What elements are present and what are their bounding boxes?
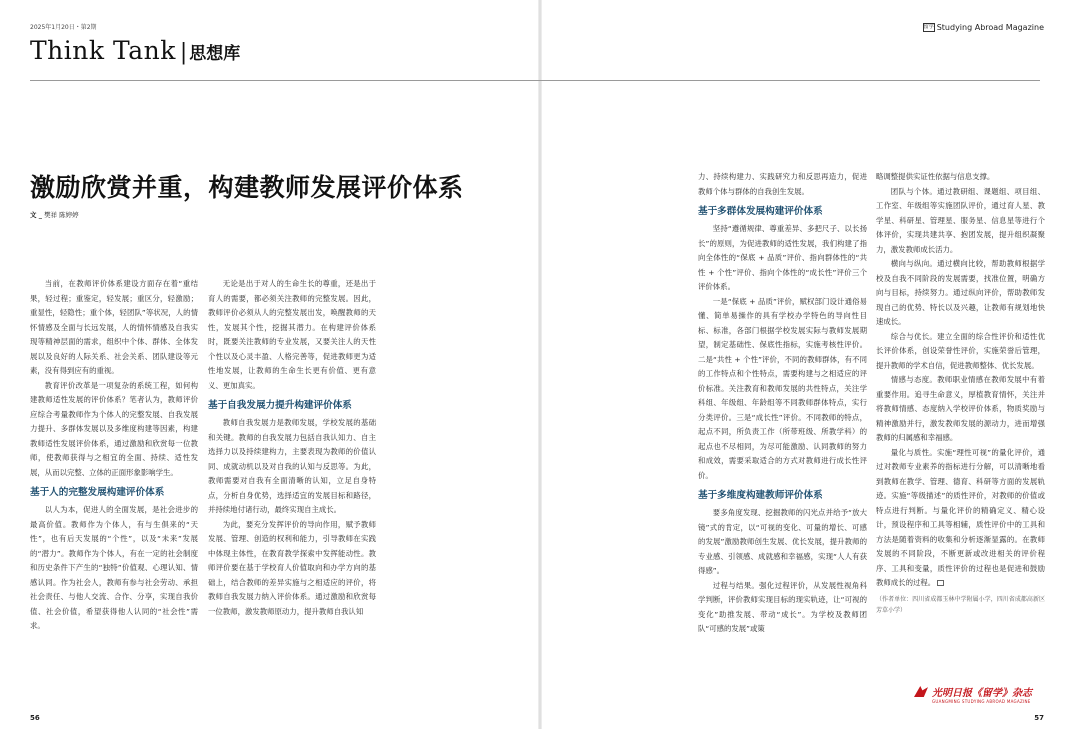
magazine-title: [923, 23, 1044, 32]
paragraph: 过程与结果。强化过程评价，从发展性视角科学判断，评价教师实现目标的现实轨迹，让“可视的变化”助推发展、带动“成长”。为学校及教师团队“可感的发展”或策: [698, 580, 867, 633]
section-title-en: Think Tank: [30, 36, 176, 65]
text-column-1: [30, 277, 198, 634]
paragraph: 横向与纵向。通过横向比较，帮助教师根据学校及自我不同阶段的发展需要，找准位置，明确方向与目标，持续努力。通过纵向评价，帮助教师发现自己的优势、特长以及兴趣，让教师有规划地快速成长。: [876, 259, 1045, 326]
paragraph: 无论是出于对人的生命生长的尊重，还是出于育人的需要，都必须关注教师的完整发展。因此，教师评价必须从人的完整发展出发，唤醒教师的天性，发展其个性，挖掘其潜力。在构建评价体系时，既要关注教师的专业发展，又要关注人的天性个性以及心灵丰盈、人格完善等，促进教师更为适性地发展，让教师的生命生长更有价值、更有意义、更加真实。: [208, 279, 376, 390]
text-column-3: [698, 170, 867, 637]
paragraph: 一是“保底 + 品质”评价，赋权部门设计通俗易懂、简单易操作的具有学校办学特色的导向性目标、标准，各部门根据学校发展实际与教师发展期望，制定基础性、保底性指标，实施考核性评价。二是“共性 + 个性”评价，不同的教师群体，有不同的工作特点和个性特点，需要构建与之相适应的评价标准。关注教育和教师发展的共性特点，关注学科组、年级组、年龄组等不同教师群体特点，实行分类评价。三是“成长性”评价。不同教师的特点，起点不同，所负责工作（所带班级、所教学科）的起点也不尽相同，为尽可能激励、认同教师的努力和成效，需要采取适合的方式对教师进行成长性评价。: [698, 296, 867, 480]
article-end-icon: [937, 580, 944, 586]
magazine-name: Studying Abroad Magazine: [936, 23, 1044, 32]
header-divider: [30, 80, 1040, 81]
paragraph: 教育评价改革是一项复杂的系统工程，如何构建教师适性发展的评价体系？笔者认为，教师评价应综合考量教师作为个体人的完整发展、自我发展力提升、多群体发展以及多维度构建等因素，构建教师适性发展评价体系，通过激励和欣赏每一位教师，使教师获得与之相宜的全面、持续、适性发展，从而以完整、立体的正面形象影响学生。: [30, 380, 198, 477]
section-title-zh: 思想库: [189, 44, 241, 64]
text-column-2: [208, 277, 376, 619]
byline-label: 文 _: [30, 211, 43, 219]
paragraph: 当前，在教师评价体系建设方面存在着“重结果，轻过程；重鉴定，轻发展；重区分，轻激励；重显性，轻隐性；重个体，轻团队”等状况，人的情怀情感及全面与长远发展，人的情怀情感及自我实现等精神层面的需求，组织中个体、群体、全体发展以及良好的人际关系、社会关系、团队建设等元素，没有得到应有的重视。: [30, 279, 198, 375]
text-column-4: [876, 170, 1045, 616]
brand-mark-icon: [914, 686, 928, 697]
section-heading: 基于自我发展力提升构建评价体系: [208, 400, 352, 411]
author-affiliation-note: （作者单位：四川省成都玉林中学附属小学，四川省成都高新区芳草小学）: [876, 595, 1045, 614]
section-masthead: [30, 36, 240, 65]
brand-subtitle: GUANGMING STUDYING ABROAD MAGAZINE: [932, 699, 1031, 704]
article-byline: [30, 210, 79, 219]
page-number-right: 57: [1034, 714, 1044, 722]
paragraph: 团队与个体。通过教研组、课题组、项目组、工作室、年级组等实施团队评价，通过育人星、教学星、科研星、管理星、服务星、信息星等进行个体评价，实现共建共享、抱团发展，提升组织凝聚力，激发教师成长活力。: [876, 186, 1045, 254]
paragraph: 以人为本，促进人的全面发展，是社会进步的最高价值。教师作为个体人，有与生俱来的“天性”，也有后天发展的“个性”，以及“未来”发展的“潜力”。教师作为个体人，有在一定的社会制度和历史条件下产生的“独特”价值观、心理认知、情感认同。作为社会人，教师有参与社会劳动、承担社会责任、与他人交流、合作、分享，实现自我价值、社会价值，希望获得他人认同的“社会性”需求。: [30, 505, 198, 630]
paragraph: 坚持“遵循规律、尊重差异、多把尺子、以长扬长”的原则，为促进教师的适性发展，我们构建了指向全体性的“保底 + 品质”评价、指向群体性的“共性 + 个性”评价、指向个体性的“成长性”评价三个评价体系。: [698, 224, 867, 291]
paragraph: 综合与优长。建立全面的综合性评价和适性优长评价体系，创设荣誉性评价，实施荣誉后管理，提升教师的学术自信，促进教师整体、优长发展。: [876, 331, 1045, 370]
paragraph: 教师自我发展力是教师发展，学校发展的基础和关键。教师的自我发展力包括自我认知力、自主选择力以及持续建构力，主要表现为教师的价值认同、成就动机以及对自我的认知与反思等。为此，教师需要对自我有全面清晰的认知，立足自身特点，分析自身优势，选择适宜的发展目标和路径，并持续地付诸行动，最终实现自主成长。: [208, 418, 376, 514]
issue-date: 2025年1月20日・第2期: [30, 24, 97, 31]
page-spine: [538, 0, 542, 729]
page-number-left: 56: [30, 714, 40, 722]
section-heading: 基于人的完整发展构建评价体系: [30, 487, 165, 498]
section-heading: 基于多维度构建教师评价体系: [698, 490, 823, 501]
paragraph: 为此，要充分发挥评价的导向作用，赋予教师发展、管理、创造的权利和能力，引导教师在实践中体现主体性，在教育教学探索中发挥能动性。教师评价要在基于学校育人价值取向和办学方向的基础上，结合教师的差异实施与之相适应的评价，将教师自我发展力纳入评价体系。通过激励和欣赏每一位教师，激发教师原动力，提升教师自我认知: [208, 519, 376, 616]
section-separator: |: [179, 40, 188, 65]
paragraph: 量化与质性。实施“理性可视”的量化评价，通过对教师专业素养的指标进行分解，可以清晰地看到教师在教学、管理、德育、科研等方面的发展轨迹。实施“等级描述”的质性评价，对教师的价值或特点进行判断。与量化评价的精确定义、精心设计，预设程序和工具等相辅，质性评价中的工具和方法是随着资料的收集和分析逐渐显露的。在教师发展的不同阶段，不断更新或改进相关的评价程序、工具和变量，质性评价的过程也是促进和鼓励教师成长的过程。: [876, 447, 1045, 587]
paragraph: 要多角度发现、挖掘教师的闪光点并给予“放大镜”式的肯定，以“可视的变化、可量的增长、可感的发展”激励教师创生发展、优长发展，提升教师的专业感、引领感、成就感和幸福感，实现“人人有获得感”。: [698, 508, 867, 575]
paragraph: 情感与态度。教师职业情感在教师发展中有着重要作用。追寻生命意义，厚植教育情怀，关注并将教师情感、态度纳入学校评价体系，物质奖励与精神激励并行，激发教师发展的源动力，进而增强教师的归属感和幸福感。: [876, 375, 1045, 442]
brand-name: 光明日报《留学》杂志: [932, 688, 1032, 699]
article-title: 激励欣赏并重，构建教师发展评价体系: [30, 173, 464, 202]
paragraph-continued: 力、持续构建力、实践研究力和反思再造力，促进教师个体与群体的自我创生发展。: [698, 172, 867, 196]
byline-authors: 樊祥 陈婷婷: [44, 211, 79, 219]
section-heading: 基于多群体发展构建评价体系: [698, 206, 823, 217]
brand-logo: [914, 684, 1044, 704]
magazine-logo-icon: 留学: [923, 24, 934, 30]
paragraph-continued: 略调整提供实证性依据与信息支撑。: [876, 172, 995, 181]
